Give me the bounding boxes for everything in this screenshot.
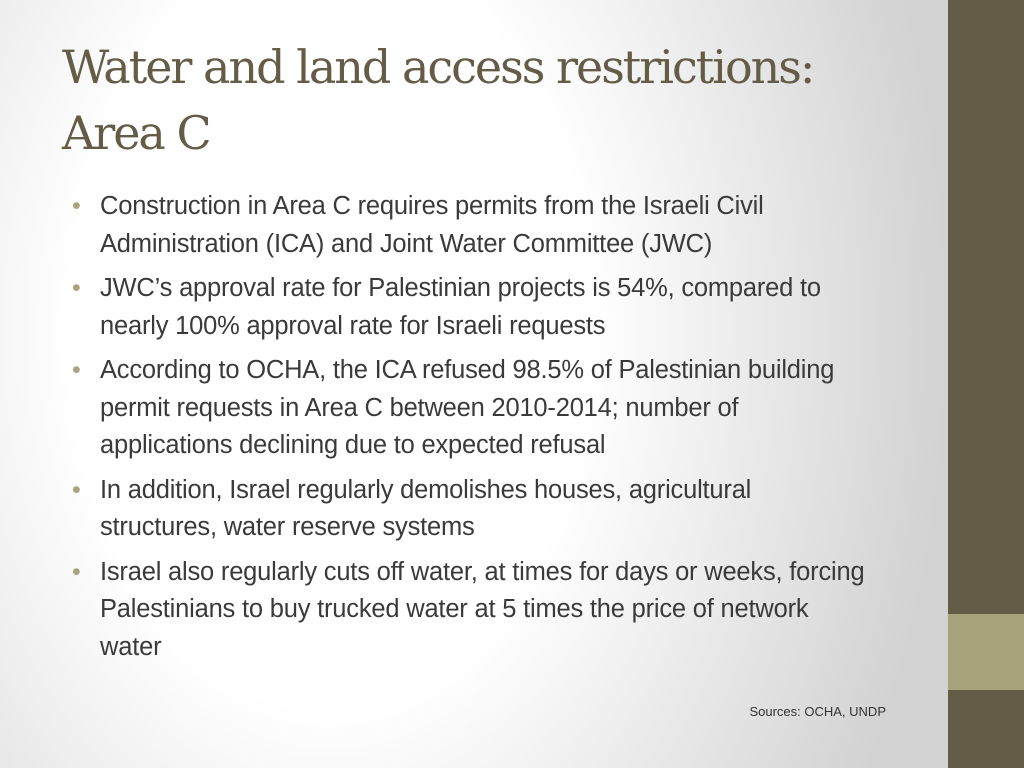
bullet-item <box>72 352 872 465</box>
bullet-text: In addition, Israel regularly demolishes houses, agricultural structures, water reserve systems <box>100 475 752 541</box>
decorative-sidebar-accent <box>948 614 1024 690</box>
bullet-dot-icon: • <box>72 274 81 302</box>
bullet-text: Construction in Area C requires permits from the Israeli Civil Administration (ICA) and Joint Water Committee (JWC) <box>100 192 764 258</box>
bullet-text: Israel also regularly cuts off water, at times for days or weeks, forcing Palestinians to buy trucked water at 5 times the price of network water <box>100 557 865 661</box>
bullet-item <box>72 188 872 263</box>
bullet-list <box>72 188 872 673</box>
bullet-item <box>72 472 872 547</box>
slide-title-line-2: Area C <box>62 106 210 160</box>
slide-title <box>62 34 902 166</box>
slide-title-line-1: Water and land access restrictions: <box>62 40 814 94</box>
sources-footnote: Sources: OCHA, UNDP <box>749 704 886 719</box>
bullet-dot-icon: • <box>72 356 81 384</box>
bullet-item <box>72 554 872 667</box>
bullet-text: JWC’s approval rate for Palestinian projects is 54%, compared to nearly 100% approval rate for Israeli requests <box>100 274 821 340</box>
bullet-item <box>72 270 872 345</box>
bullet-text: According to OCHA, the ICA refused 98.5% of Palestinian building permit requests in Area C between 2010-2014; number of applications declining due to expected refusal <box>100 356 835 459</box>
bullet-dot-icon: • <box>72 557 81 586</box>
bullet-dot-icon: • <box>72 475 81 504</box>
bullet-dot-icon: • <box>72 192 81 220</box>
